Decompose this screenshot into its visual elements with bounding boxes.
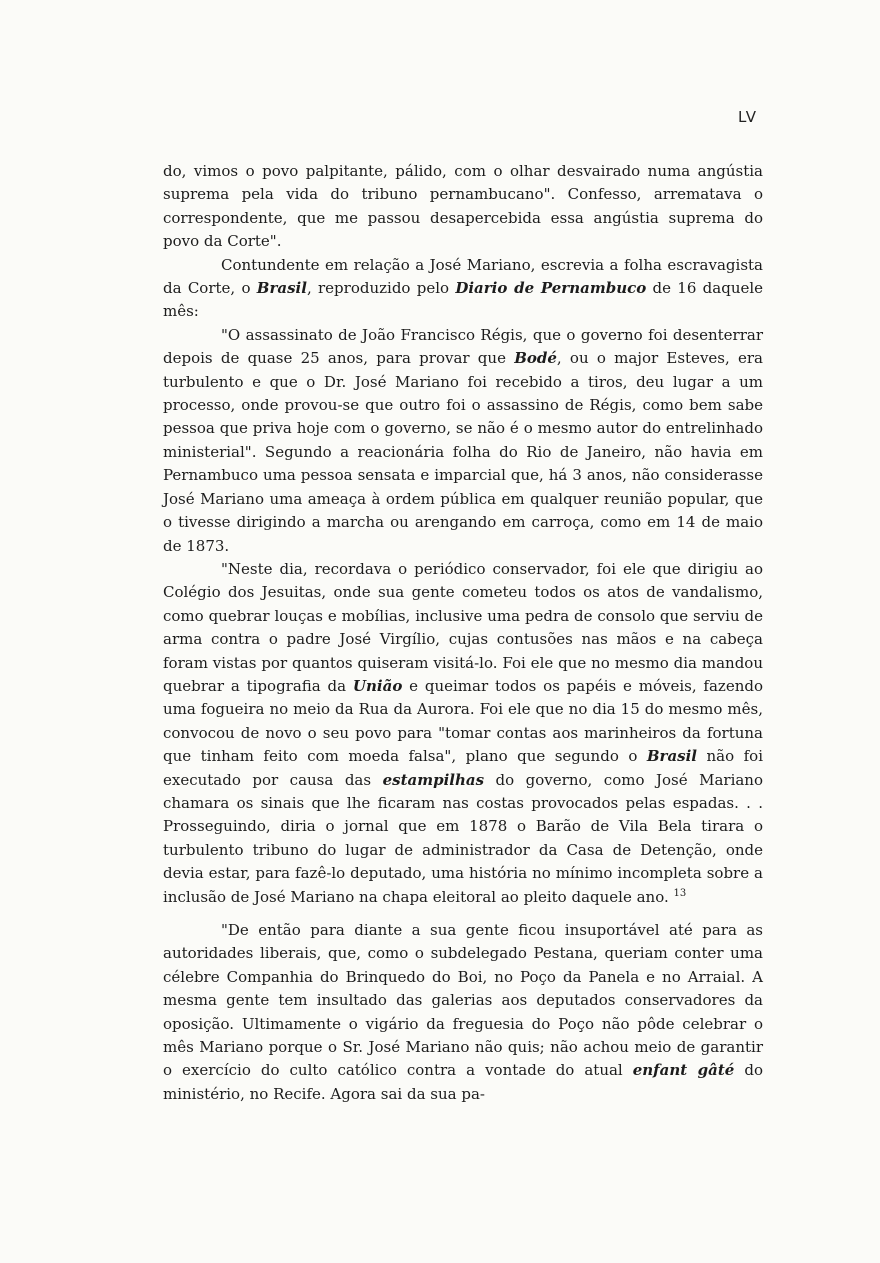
page-number: LV [738, 108, 757, 126]
paragraph-4-text: "Neste dia, recordava o periódico conservador, foi ele que dirigiu ao Colégio dos Jesuitas, onde sua gente cometeu todos os atos de vandalismo, como quebrar louças e mobílias, inclusive uma pedra de consolo que serviu de arma contra o padre José Virgílio, cujas contusões nas mãos e na cabeça foram vistas por quantos quiseram visitá-lo. Foi ele que no mesmo dia mandou quebrar a tipografia da [163, 559, 763, 695]
paragraph-2-text: de 16 daquele mês: [163, 279, 764, 321]
newspaper-title-brasil: Brasil [646, 747, 698, 766]
paragraph-3-text: "O assassinato de João Francisco Régis, que o governo foi desenterrar depois de quase 25 anos, para provar que [163, 325, 763, 368]
emphasis-enfant-gate: enfant gâté [632, 1061, 735, 1080]
footnote-marker: 13 [673, 887, 687, 899]
paragraph-2-text: Contundente em relação a José Mariano, escrevia a folha escravagista da Corte, o [163, 255, 763, 298]
emphasis-estampilhas: estampilhas [382, 770, 485, 789]
body-text [163, 160, 763, 1106]
paragraph-5-text: "De então para diante a sua gente ficou insuportável até para as autoridades liberais, que, como o subdelegado Pestana, queriam conter uma célebre Companhia do Brinquedo do Boi, no Poço da Panela e no Arraial. A mesma gente tem insultado das galerias aos deputados conservadores da oposição. Ultimamente o vigário da freguesia do Poço não pôde celebrar o mês Mariano porque o Sr. José Mariano não quis; não achou meio de garantir o exercício do culto católico contra a vontade do atual [163, 921, 763, 1080]
paragraph-3-text: , ou o major Esteves, era turbulento e que o Dr. José Mariano foi recebido a tiros, deu lugar a um processo, onde provou-se que outro foi o assassino de Régis, como bem sabe pessoa que priva hoje com o governo, se não é o mesmo autor do entrelinhado ministerial". Segundo a reacionária folha do Rio de Janeiro, não havia em Pernambuco uma pessoa sensata e imparcial que, há 3 anos, não considerasse José Mariano uma ameaça à ordem pública em qualquer reunião popular, que o tivesse dirigindo a marcha ou arengando em carroça, como em 14 de maio de 1873. [163, 349, 763, 555]
paragraph-2-text: , reproduzido pelo [306, 279, 456, 298]
paragraph-5 [163, 919, 763, 1106]
newspaper-title-diario: Diario de Pernambuco [455, 279, 647, 298]
paragraph-1-text: do, vimos o povo palpitante, pálido, com o olhar desvairado numa angústia suprema pela vida do tribuno pernambucano". Confesso, arrematava o correspondente, que me passou desapercebida essa angústia suprema do povo da Corte". [163, 162, 763, 251]
newspaper-title-uniao: União [352, 676, 403, 695]
paragraph-5-text: do ministério, no Recife. Agora sai da sua pa- [163, 1061, 763, 1103]
paragraph-3 [163, 324, 763, 558]
paragraph-1 [163, 160, 763, 254]
newspaper-title-brasil: Brasil [256, 279, 307, 298]
paragraph-4-text: e queimar todos os papéis e móveis, fazendo uma fogueira no meio da Rua da Aurora. Foi ele que no dia 15 do mesmo mês, convocou de novo o seu povo para "tomar contas aos marinheiros da fortuna que tinham feito com moeda falsa", plano que segundo o [163, 676, 763, 766]
paragraph-2 [163, 254, 763, 324]
emphasis-bode: Bodé [514, 349, 557, 368]
paragraph-4-text: não foi executado por causa das [163, 747, 763, 789]
paragraph-4 [163, 558, 763, 909]
paragraph-4-text: do governo, como José Mariano chamara os sinais que lhe ficaram nas costas provocados pelas espadas. . . Prosseguindo, diria o jornal que em 1878 o Barão de Vila Bela tirara o turbulento tribuno do lugar de administrador da Casa de Detenção, onde devia estar, para fazê-lo deputado, uma história no mínimo incompleta sobre a inclusão de José Mariano na chapa eleitoral ao pleito daquele ano. [163, 770, 763, 906]
